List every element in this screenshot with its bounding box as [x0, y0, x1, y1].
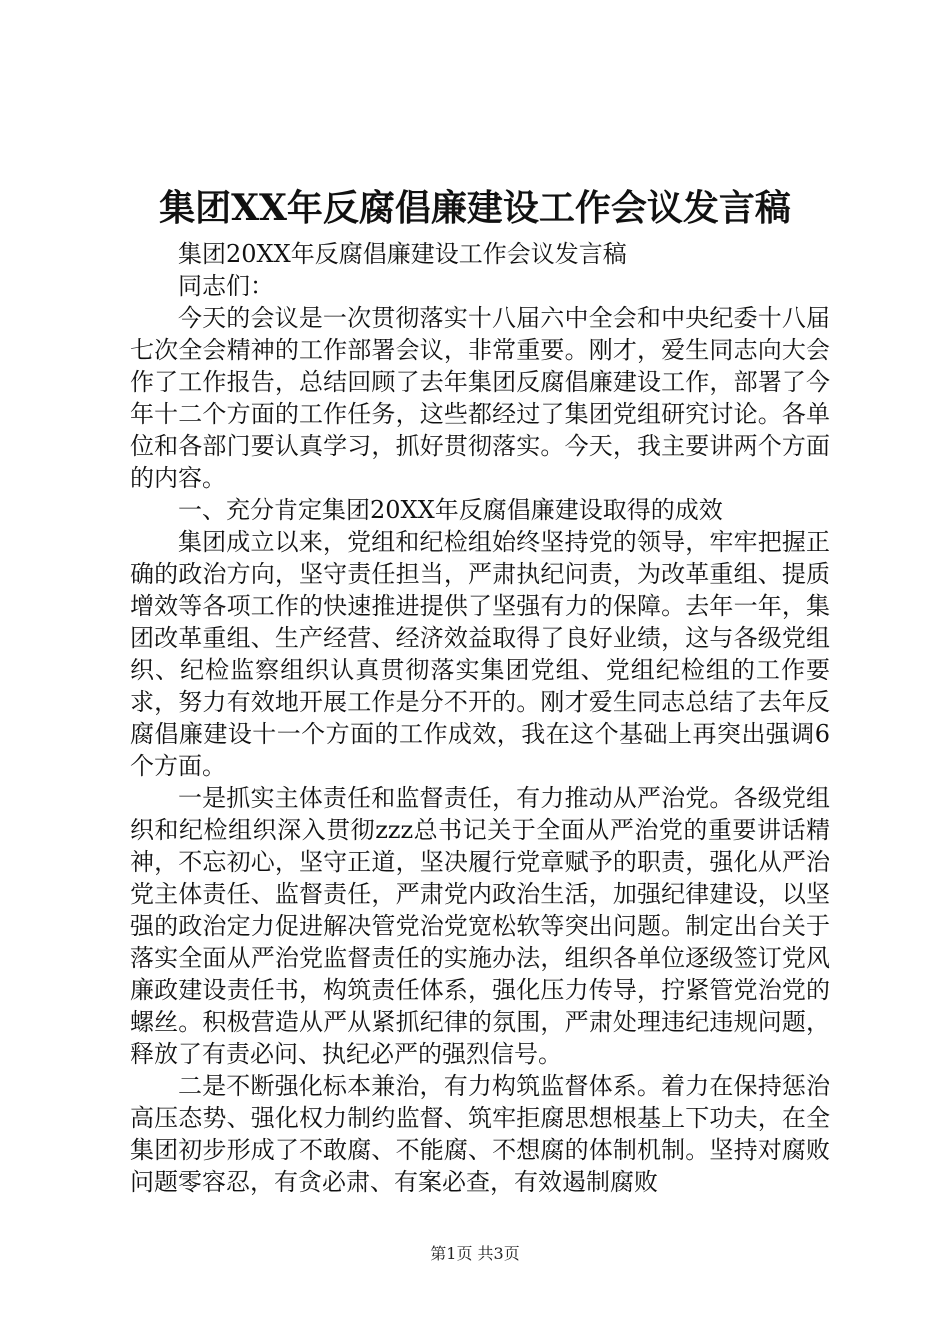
salutation-paragraph: 同志们： [178, 272, 274, 300]
body-paragraph: 集团成立以来，党组和纪检组始终坚持党的领导，牢牢把握正确的政治方向，坚守责任担当，严肃执纪问责，为改革重组、提质增效等各项工作的快速推进提供了坚强有力的保障。去年一年，集团改革重组、生产经营、经济效益取得了良好业绩，这与各级党组织、纪检监察组织认真贯彻落实集团党组、党组纪检组的工作要求，努力有效地开展工作是分不开的。刚才爱生同志总结了去年反腐倡廉建设十一个方面的工作成效，我在这个基础上再突出强调6个方面。 [130, 528, 830, 780]
body-paragraph: 今天的会议是一次贯彻落实十八届六中全会和中央纪委十八届七次全会精神的工作部署会议，非常重要。刚才，爱生同志向大会作了工作报告，总结回顾了去年集团反腐倡廉建设工作，部署了今年十二个方面的工作任务，这些都经过了集团党组研究讨论。各单位和各部门要认真学习，抓好贯彻落实。今天，我主要讲两个方面的内容。 [130, 304, 830, 492]
section-heading: 一、充分肯定集团20XX年反腐倡廉建设取得的成效 [178, 496, 723, 524]
body-paragraph: 一是抓实主体责任和监督责任，有力推动从严治党。各级党组织和纪检组织深入贯彻zzz总书记关于全面从严治党的重要讲话精神，不忘初心，坚守正道，坚决履行党章赋予的职责，强化从严治党主体责任、监督责任，严肃党内政治生活，加强纪律建设，以坚强的政治定力促进解决管党治党宽松软等突出问题。制定出台关于落实全面从严治党监督责任的实施办法，组织各单位逐级签订党风廉政建设责任书，构筑责任体系，强化压力传导，拧紧管党治党的螺丝。积极营造从严从紧抓纪律的氛围，严肃处理违纪违规问题，释放了有责必问、执纪必严的强烈信号。 [130, 784, 830, 1068]
document-title: 集团XX年反腐倡廉建设工作会议发言稿 [159, 187, 791, 229]
document-body [130, 238, 830, 1198]
body-paragraph: 二是不断强化标本兼治，有力构筑监督体系。着力在保持惩治高压态势、强化权力制约监督、筑牢拒腐思想根基上下功夫，在全集团初步形成了不敢腐、不能腐、不想腐的体制机制。坚持对腐败问题零容忍，有贪必肃、有案必查，有效遏制腐败 [130, 1072, 830, 1196]
subtitle-paragraph: 集团20XX年反腐倡廉建设工作会议发言稿 [178, 240, 627, 268]
page-footer: 第1页 共3页 [430, 1244, 520, 1263]
